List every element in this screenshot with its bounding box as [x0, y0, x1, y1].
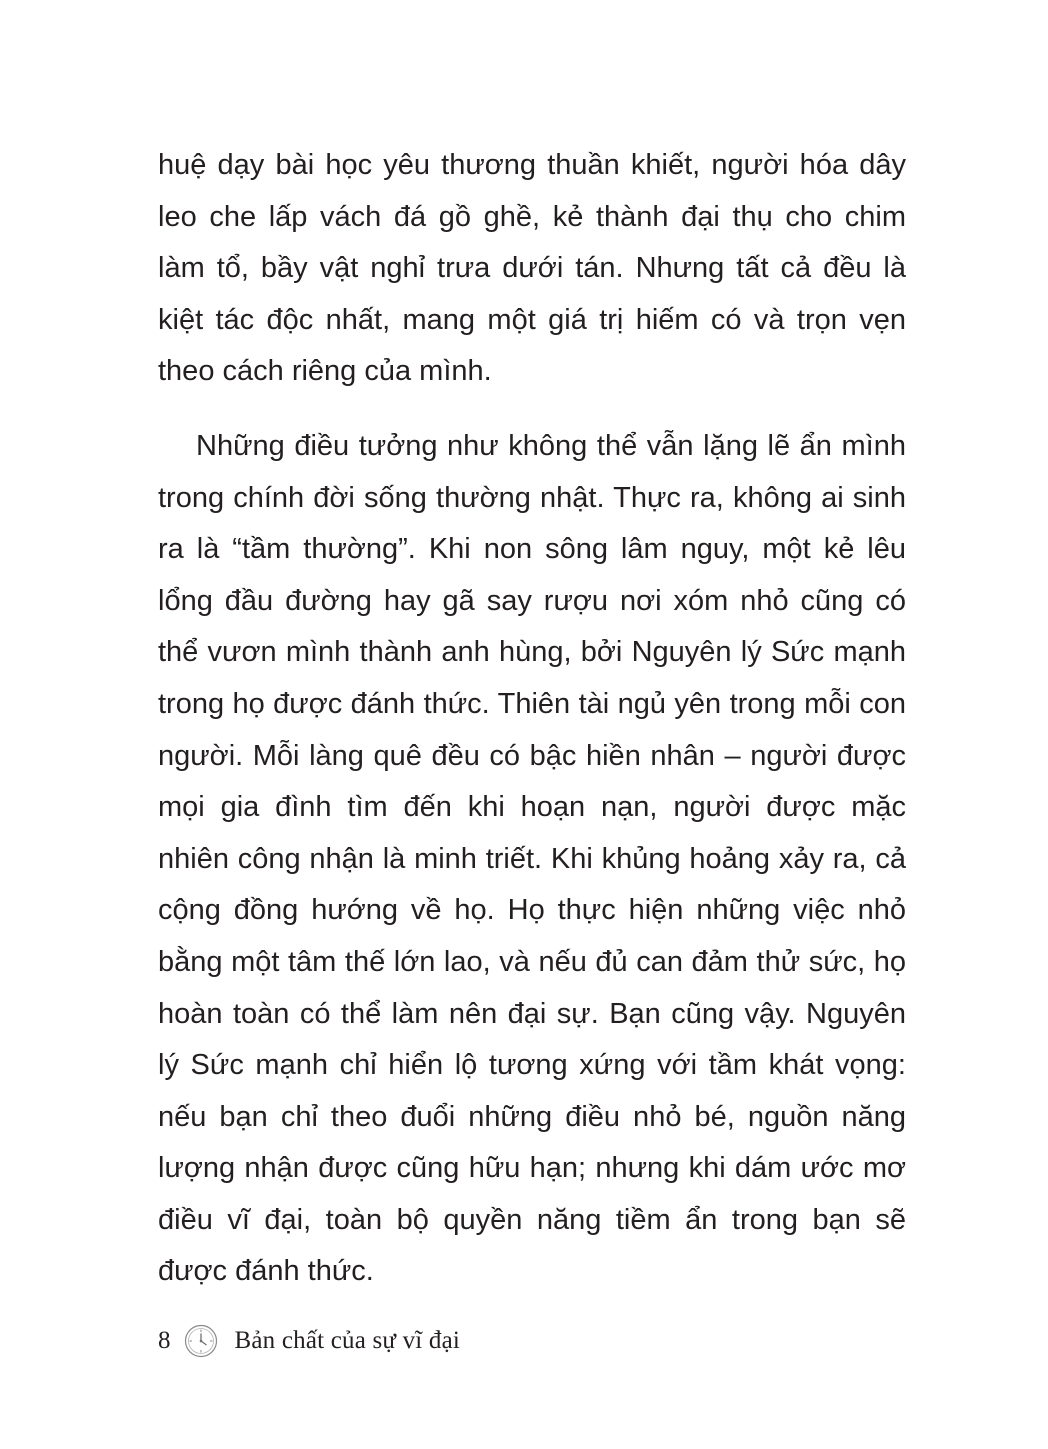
running-title: Bản chất của sự vĩ đại — [234, 1327, 461, 1354]
paragraph-2: Những điều tưởng như không thể vẫn lặng lẽ ẩn mình trong chính đời sống thường nhật. Thực ra, không ai sinh ra là “tầm thường”. Khi non sông lâm nguy, một kẻ lêu lổng đầu đường hay gã say rượu nơi xóm nhỏ cũng có thể vươn mình thành anh hùng, bởi Nguyên lý Sức mạnh trong họ được đánh thức. Thiên tài ngủ yên trong mỗi con người. Mỗi làng quê đều có bậc hiền nhân – người được mọi gia đình tìm đến khi hoạn nạn, người được mặc nhiên công nhận là minh triết. Khi khủng hoảng xảy ra, cả cộng đồng hướng về họ. Họ thực hiện những việc nhỏ bằng một tâm thế lớn lao, và nếu đủ can đảm thử sức, họ hoàn toàn có thể làm nên đại sự. Bạn cũng vậy. Nguyên lý Sức mạnh chỉ hiển lộ tương xứng với tầm khát vọng: nếu bạn chỉ theo đuổi những điều nhỏ bé, nguồn năng lượng nhận được cũng hữu hạn; nhưng khi dám ước mơ điều vĩ đại, toàn bộ quyền năng tiềm ẩn trong bạn sẽ được đánh thức. — [158, 429, 906, 1288]
body-text — [158, 140, 906, 1298]
page-number: 8 — [158, 1327, 171, 1354]
paragraph-1: huệ dạy bài học yêu thương thuần khiết, người hóa dây leo che lấp vách đá gồ ghề, kẻ thành đại thụ cho chim làm tổ, bầy vật nghỉ trưa dưới tán. Nhưng tất cả đều là kiệt tác độc nhất, mang một giá trị hiếm có và trọn vẹn theo cách riêng của mình. — [158, 149, 906, 388]
page-footer — [158, 1321, 460, 1361]
clock-icon — [184, 1324, 218, 1358]
